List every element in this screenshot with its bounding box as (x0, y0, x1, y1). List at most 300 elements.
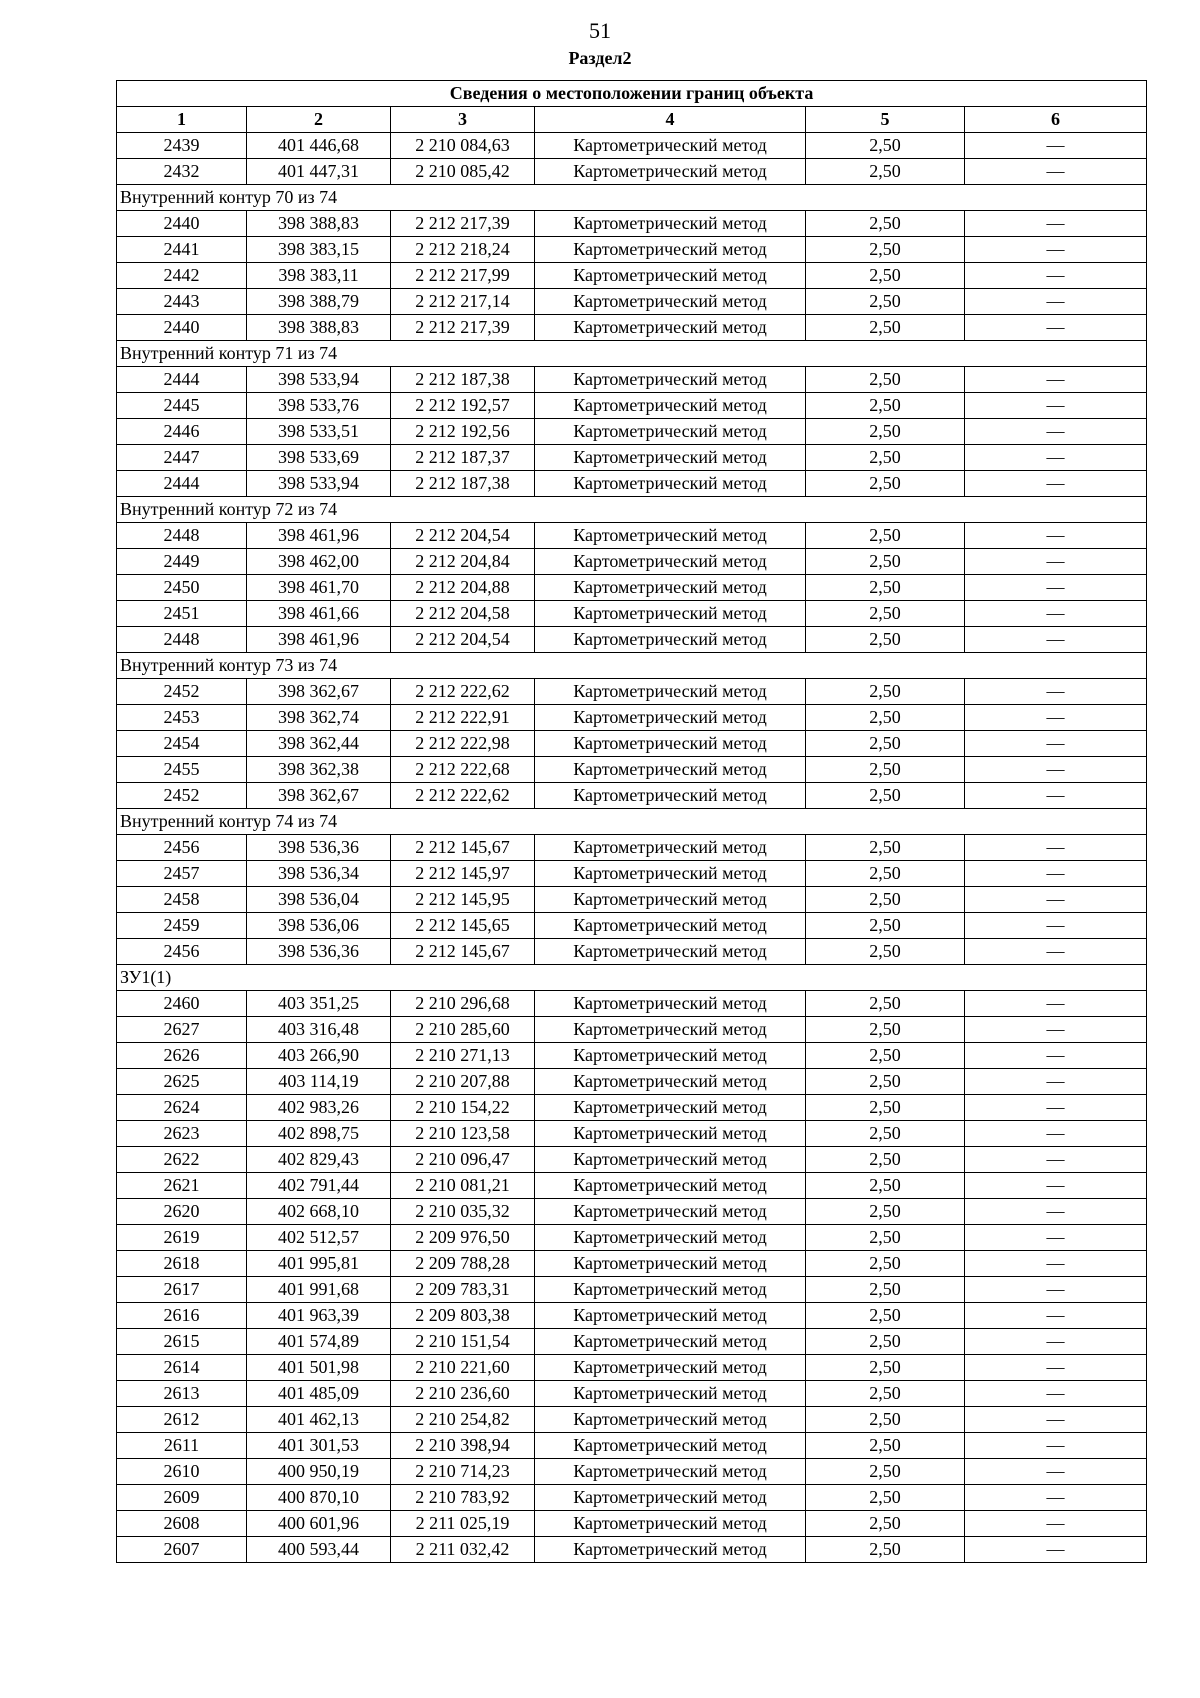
description-cell: — (965, 1095, 1147, 1121)
description-cell: — (965, 1251, 1147, 1277)
description-cell: — (965, 627, 1147, 653)
table-row (117, 237, 1147, 263)
accuracy-cell: 2,50 (806, 1277, 965, 1303)
x-coordinate-cell: 398 388,83 (247, 315, 391, 341)
y-coordinate-cell: 2 210 783,92 (391, 1485, 535, 1511)
method-cell: Картометрический метод (535, 1459, 806, 1485)
x-coordinate-cell: 401 462,13 (247, 1407, 391, 1433)
x-coordinate-cell: 398 462,00 (247, 549, 391, 575)
description-cell: — (965, 757, 1147, 783)
table-row (117, 523, 1147, 549)
x-coordinate-cell: 401 991,68 (247, 1277, 391, 1303)
boundary-coordinates-table (116, 80, 1147, 1563)
accuracy-cell: 2,50 (806, 679, 965, 705)
y-coordinate-cell: 2 212 187,38 (391, 367, 535, 393)
table-row (117, 627, 1147, 653)
accuracy-cell: 2,50 (806, 627, 965, 653)
column-header: 5 (806, 107, 965, 133)
y-coordinate-cell: 2 212 222,68 (391, 757, 535, 783)
accuracy-cell: 2,50 (806, 575, 965, 601)
method-cell: Картометрический метод (535, 861, 806, 887)
table-row (117, 419, 1147, 445)
point-number-cell: 2611 (117, 1433, 247, 1459)
x-coordinate-cell: 401 501,98 (247, 1355, 391, 1381)
y-coordinate-cell: 2 212 145,67 (391, 835, 535, 861)
x-coordinate-cell: 398 533,51 (247, 419, 391, 445)
method-cell: Картометрический метод (535, 1511, 806, 1537)
y-coordinate-cell: 2 209 783,31 (391, 1277, 535, 1303)
x-coordinate-cell: 401 301,53 (247, 1433, 391, 1459)
y-coordinate-cell: 2 210 207,88 (391, 1069, 535, 1095)
accuracy-cell: 2,50 (806, 783, 965, 809)
description-cell: — (965, 133, 1147, 159)
x-coordinate-cell: 398 536,06 (247, 913, 391, 939)
contour-label: Внутренний контур 73 из 74 (117, 653, 1147, 679)
point-number-cell: 2441 (117, 237, 247, 263)
y-coordinate-cell: 2 210 236,60 (391, 1381, 535, 1407)
x-coordinate-cell: 398 533,76 (247, 393, 391, 419)
accuracy-cell: 2,50 (806, 991, 965, 1017)
point-number-cell: 2448 (117, 627, 247, 653)
y-coordinate-cell: 2 212 192,57 (391, 393, 535, 419)
table-row (117, 913, 1147, 939)
description-cell: — (965, 1173, 1147, 1199)
table-row (117, 1433, 1147, 1459)
point-number-cell: 2447 (117, 445, 247, 471)
point-number-cell: 2625 (117, 1069, 247, 1095)
accuracy-cell: 2,50 (806, 1069, 965, 1095)
y-coordinate-cell: 2 212 187,38 (391, 471, 535, 497)
method-cell: Картометрический метод (535, 1329, 806, 1355)
contour-header-row (117, 653, 1147, 679)
table-row (117, 1043, 1147, 1069)
table-header-row (117, 107, 1147, 133)
accuracy-cell: 2,50 (806, 1485, 965, 1511)
description-cell: — (965, 523, 1147, 549)
table-row (117, 1225, 1147, 1251)
accuracy-cell: 2,50 (806, 263, 965, 289)
accuracy-cell: 2,50 (806, 887, 965, 913)
contour-header-row (117, 341, 1147, 367)
table-row (117, 575, 1147, 601)
accuracy-cell: 2,50 (806, 1511, 965, 1537)
method-cell: Картометрический метод (535, 315, 806, 341)
y-coordinate-cell: 2 212 204,54 (391, 523, 535, 549)
method-cell: Картометрический метод (535, 1251, 806, 1277)
method-cell: Картометрический метод (535, 133, 806, 159)
description-cell: — (965, 211, 1147, 237)
x-coordinate-cell: 402 983,26 (247, 1095, 391, 1121)
table-row (117, 1199, 1147, 1225)
point-number-cell: 2609 (117, 1485, 247, 1511)
x-coordinate-cell: 400 593,44 (247, 1537, 391, 1563)
y-coordinate-cell: 2 212 145,95 (391, 887, 535, 913)
point-number-cell: 2460 (117, 991, 247, 1017)
table-row (117, 1173, 1147, 1199)
table-row (117, 1095, 1147, 1121)
table-row (117, 289, 1147, 315)
description-cell: — (965, 939, 1147, 965)
table-row (117, 783, 1147, 809)
point-number-cell: 2618 (117, 1251, 247, 1277)
x-coordinate-cell: 398 536,36 (247, 939, 391, 965)
y-coordinate-cell: 2 212 145,97 (391, 861, 535, 887)
description-cell: — (965, 549, 1147, 575)
y-coordinate-cell: 2 212 218,24 (391, 237, 535, 263)
table-row (117, 601, 1147, 627)
x-coordinate-cell: 398 536,36 (247, 835, 391, 861)
y-coordinate-cell: 2 210 084,63 (391, 133, 535, 159)
y-coordinate-cell: 2 210 221,60 (391, 1355, 535, 1381)
table-row (117, 315, 1147, 341)
accuracy-cell: 2,50 (806, 1043, 965, 1069)
table-row (117, 705, 1147, 731)
description-cell: — (965, 1485, 1147, 1511)
method-cell: Картометрический метод (535, 1095, 806, 1121)
method-cell: Картометрический метод (535, 1303, 806, 1329)
y-coordinate-cell: 2 210 081,21 (391, 1173, 535, 1199)
contour-label: Внутренний контур 74 из 74 (117, 809, 1147, 835)
x-coordinate-cell: 401 485,09 (247, 1381, 391, 1407)
description-cell: — (965, 1407, 1147, 1433)
x-coordinate-cell: 398 536,34 (247, 861, 391, 887)
accuracy-cell: 2,50 (806, 1355, 965, 1381)
description-cell: — (965, 237, 1147, 263)
description-cell: — (965, 393, 1147, 419)
point-number-cell: 2452 (117, 783, 247, 809)
method-cell: Картометрический метод (535, 1485, 806, 1511)
y-coordinate-cell: 2 212 204,88 (391, 575, 535, 601)
table-row (117, 133, 1147, 159)
y-coordinate-cell: 2 210 123,58 (391, 1121, 535, 1147)
point-number-cell: 2453 (117, 705, 247, 731)
y-coordinate-cell: 2 212 217,39 (391, 315, 535, 341)
description-cell: — (965, 471, 1147, 497)
point-number-cell: 2456 (117, 939, 247, 965)
method-cell: Картометрический метод (535, 237, 806, 263)
x-coordinate-cell: 402 898,75 (247, 1121, 391, 1147)
accuracy-cell: 2,50 (806, 1407, 965, 1433)
description-cell: — (965, 991, 1147, 1017)
description-cell: — (965, 1381, 1147, 1407)
accuracy-cell: 2,50 (806, 835, 965, 861)
table-row (117, 1407, 1147, 1433)
contour-header-row (117, 809, 1147, 835)
table-row (117, 211, 1147, 237)
description-cell: — (965, 1199, 1147, 1225)
description-cell: — (965, 601, 1147, 627)
x-coordinate-cell: 402 668,10 (247, 1199, 391, 1225)
y-coordinate-cell: 2 210 296,68 (391, 991, 535, 1017)
method-cell: Картометрический метод (535, 1173, 806, 1199)
accuracy-cell: 2,50 (806, 549, 965, 575)
contour-header-row (117, 497, 1147, 523)
point-number-cell: 2617 (117, 1277, 247, 1303)
point-number-cell: 2610 (117, 1459, 247, 1485)
point-number-cell: 2443 (117, 289, 247, 315)
point-number-cell: 2457 (117, 861, 247, 887)
table-row (117, 367, 1147, 393)
method-cell: Картометрический метод (535, 1017, 806, 1043)
table-row (117, 679, 1147, 705)
table-row (117, 445, 1147, 471)
table-row (117, 1303, 1147, 1329)
accuracy-cell: 2,50 (806, 1225, 965, 1251)
point-number-cell: 2446 (117, 419, 247, 445)
point-number-cell: 2613 (117, 1381, 247, 1407)
description-cell: — (965, 1225, 1147, 1251)
table-row (117, 1355, 1147, 1381)
accuracy-cell: 2,50 (806, 1303, 965, 1329)
contour-label: Внутренний контур 72 из 74 (117, 497, 1147, 523)
table-row (117, 549, 1147, 575)
contour-label: Внутренний контур 70 из 74 (117, 185, 1147, 211)
method-cell: Картометрический метод (535, 1355, 806, 1381)
point-number-cell: 2620 (117, 1199, 247, 1225)
x-coordinate-cell: 400 950,19 (247, 1459, 391, 1485)
y-coordinate-cell: 2 210 154,22 (391, 1095, 535, 1121)
description-cell: — (965, 1069, 1147, 1095)
description-cell: — (965, 445, 1147, 471)
x-coordinate-cell: 398 362,38 (247, 757, 391, 783)
method-cell: Картометрический метод (535, 731, 806, 757)
y-coordinate-cell: 2 210 254,82 (391, 1407, 535, 1433)
x-coordinate-cell: 402 791,44 (247, 1173, 391, 1199)
table-row (117, 991, 1147, 1017)
description-cell: — (965, 575, 1147, 601)
table-row (117, 1277, 1147, 1303)
description-cell: — (965, 263, 1147, 289)
table-row (117, 1147, 1147, 1173)
y-coordinate-cell: 2 212 145,67 (391, 939, 535, 965)
accuracy-cell: 2,50 (806, 1251, 965, 1277)
accuracy-cell: 2,50 (806, 237, 965, 263)
accuracy-cell: 2,50 (806, 315, 965, 341)
description-cell: — (965, 1355, 1147, 1381)
table-row (117, 1537, 1147, 1563)
x-coordinate-cell: 398 461,96 (247, 523, 391, 549)
accuracy-cell: 2,50 (806, 159, 965, 185)
method-cell: Картометрический метод (535, 575, 806, 601)
y-coordinate-cell: 2 210 151,54 (391, 1329, 535, 1355)
table-row (117, 1329, 1147, 1355)
table-row (117, 1069, 1147, 1095)
point-number-cell: 2444 (117, 471, 247, 497)
column-header: 2 (247, 107, 391, 133)
x-coordinate-cell: 401 963,39 (247, 1303, 391, 1329)
table-row (117, 731, 1147, 757)
y-coordinate-cell: 2 211 025,19 (391, 1511, 535, 1537)
x-coordinate-cell: 403 316,48 (247, 1017, 391, 1043)
y-coordinate-cell: 2 212 217,99 (391, 263, 535, 289)
x-coordinate-cell: 401 447,31 (247, 159, 391, 185)
point-number-cell: 2458 (117, 887, 247, 913)
description-cell: — (965, 1043, 1147, 1069)
y-coordinate-cell: 2 212 222,98 (391, 731, 535, 757)
accuracy-cell: 2,50 (806, 705, 965, 731)
accuracy-cell: 2,50 (806, 1173, 965, 1199)
x-coordinate-cell: 402 829,43 (247, 1147, 391, 1173)
description-cell: — (965, 679, 1147, 705)
table-row (117, 393, 1147, 419)
method-cell: Картометрический метод (535, 289, 806, 315)
y-coordinate-cell: 2 212 204,54 (391, 627, 535, 653)
accuracy-cell: 2,50 (806, 1537, 965, 1563)
description-cell: — (965, 1017, 1147, 1043)
accuracy-cell: 2,50 (806, 861, 965, 887)
x-coordinate-cell: 403 266,90 (247, 1043, 391, 1069)
description-cell: — (965, 783, 1147, 809)
accuracy-cell: 2,50 (806, 1017, 965, 1043)
point-number-cell: 2442 (117, 263, 247, 289)
y-coordinate-cell: 2 211 032,42 (391, 1537, 535, 1563)
method-cell: Картометрический метод (535, 601, 806, 627)
method-cell: Картометрический метод (535, 705, 806, 731)
method-cell: Картометрический метод (535, 445, 806, 471)
y-coordinate-cell: 2 212 217,39 (391, 211, 535, 237)
x-coordinate-cell: 403 114,19 (247, 1069, 391, 1095)
point-number-cell: 2440 (117, 315, 247, 341)
x-coordinate-cell: 398 362,67 (247, 783, 391, 809)
accuracy-cell: 2,50 (806, 289, 965, 315)
x-coordinate-cell: 398 383,11 (247, 263, 391, 289)
y-coordinate-cell: 2 212 145,65 (391, 913, 535, 939)
accuracy-cell: 2,50 (806, 523, 965, 549)
x-coordinate-cell: 398 362,67 (247, 679, 391, 705)
x-coordinate-cell: 402 512,57 (247, 1225, 391, 1251)
y-coordinate-cell: 2 209 788,28 (391, 1251, 535, 1277)
method-cell: Картометрический метод (535, 1069, 806, 1095)
description-cell: — (965, 1147, 1147, 1173)
accuracy-cell: 2,50 (806, 419, 965, 445)
accuracy-cell: 2,50 (806, 1147, 965, 1173)
description-cell: — (965, 1459, 1147, 1485)
table-title-row (117, 81, 1147, 107)
table-row (117, 1017, 1147, 1043)
point-number-cell: 2448 (117, 523, 247, 549)
point-number-cell: 2432 (117, 159, 247, 185)
table-title: Сведения о местоположении границ объекта (117, 81, 1147, 107)
description-cell: — (965, 913, 1147, 939)
x-coordinate-cell: 398 383,15 (247, 237, 391, 263)
y-coordinate-cell: 2 210 285,60 (391, 1017, 535, 1043)
y-coordinate-cell: 2 212 222,62 (391, 783, 535, 809)
table-row (117, 757, 1147, 783)
method-cell: Картометрический метод (535, 1199, 806, 1225)
point-number-cell: 2449 (117, 549, 247, 575)
table-row (117, 1459, 1147, 1485)
y-coordinate-cell: 2 212 204,58 (391, 601, 535, 627)
point-number-cell: 2614 (117, 1355, 247, 1381)
y-coordinate-cell: 2 210 035,32 (391, 1199, 535, 1225)
page-number: 51 (589, 18, 611, 43)
table-row (117, 1251, 1147, 1277)
table-row (117, 1485, 1147, 1511)
x-coordinate-cell: 398 533,69 (247, 445, 391, 471)
table-row (117, 1381, 1147, 1407)
table-row (117, 1121, 1147, 1147)
accuracy-cell: 2,50 (806, 1095, 965, 1121)
point-number-cell: 2615 (117, 1329, 247, 1355)
table-row (117, 471, 1147, 497)
point-number-cell: 2459 (117, 913, 247, 939)
point-number-cell: 2455 (117, 757, 247, 783)
table-row (117, 887, 1147, 913)
y-coordinate-cell: 2 209 976,50 (391, 1225, 535, 1251)
table-row (117, 835, 1147, 861)
point-number-cell: 2623 (117, 1121, 247, 1147)
table-row (117, 263, 1147, 289)
point-number-cell: 2439 (117, 133, 247, 159)
point-number-cell: 2607 (117, 1537, 247, 1563)
method-cell: Картометрический метод (535, 991, 806, 1017)
method-cell: Картометрический метод (535, 1407, 806, 1433)
y-coordinate-cell: 2 210 085,42 (391, 159, 535, 185)
x-coordinate-cell: 401 574,89 (247, 1329, 391, 1355)
y-coordinate-cell: 2 210 398,94 (391, 1433, 535, 1459)
accuracy-cell: 2,50 (806, 1329, 965, 1355)
point-number-cell: 2612 (117, 1407, 247, 1433)
point-number-cell: 2608 (117, 1511, 247, 1537)
x-coordinate-cell: 400 870,10 (247, 1485, 391, 1511)
method-cell: Картометрический метод (535, 159, 806, 185)
accuracy-cell: 2,50 (806, 1459, 965, 1485)
description-cell: — (965, 887, 1147, 913)
point-number-cell: 2616 (117, 1303, 247, 1329)
method-cell: Картометрический метод (535, 1381, 806, 1407)
point-number-cell: 2454 (117, 731, 247, 757)
method-cell: Картометрический метод (535, 835, 806, 861)
y-coordinate-cell: 2 210 714,23 (391, 1459, 535, 1485)
y-coordinate-cell: 2 212 222,91 (391, 705, 535, 731)
x-coordinate-cell: 400 601,96 (247, 1511, 391, 1537)
accuracy-cell: 2,50 (806, 1121, 965, 1147)
description-cell: — (965, 861, 1147, 887)
description-cell: — (965, 731, 1147, 757)
method-cell: Картометрический метод (535, 549, 806, 575)
x-coordinate-cell: 403 351,25 (247, 991, 391, 1017)
description-cell: — (965, 1511, 1147, 1537)
accuracy-cell: 2,50 (806, 393, 965, 419)
description-cell: — (965, 1537, 1147, 1563)
description-cell: — (965, 159, 1147, 185)
x-coordinate-cell: 401 995,81 (247, 1251, 391, 1277)
point-number-cell: 2451 (117, 601, 247, 627)
method-cell: Картометрический метод (535, 1043, 806, 1069)
table-row (117, 1511, 1147, 1537)
table-row (117, 861, 1147, 887)
method-cell: Картометрический метод (535, 1433, 806, 1459)
description-cell: — (965, 419, 1147, 445)
x-coordinate-cell: 401 446,68 (247, 133, 391, 159)
y-coordinate-cell: 2 209 803,38 (391, 1303, 535, 1329)
point-number-cell: 2619 (117, 1225, 247, 1251)
method-cell: Картометрический метод (535, 783, 806, 809)
point-number-cell: 2450 (117, 575, 247, 601)
accuracy-cell: 2,50 (806, 1199, 965, 1225)
column-header: 6 (965, 107, 1147, 133)
x-coordinate-cell: 398 461,70 (247, 575, 391, 601)
x-coordinate-cell: 398 533,94 (247, 471, 391, 497)
accuracy-cell: 2,50 (806, 1381, 965, 1407)
method-cell: Картометрический метод (535, 887, 806, 913)
method-cell: Картометрический метод (535, 939, 806, 965)
method-cell: Картометрический метод (535, 211, 806, 237)
section-title: Раздел2 (568, 48, 632, 68)
description-cell: — (965, 835, 1147, 861)
y-coordinate-cell: 2 212 217,14 (391, 289, 535, 315)
point-number-cell: 2624 (117, 1095, 247, 1121)
